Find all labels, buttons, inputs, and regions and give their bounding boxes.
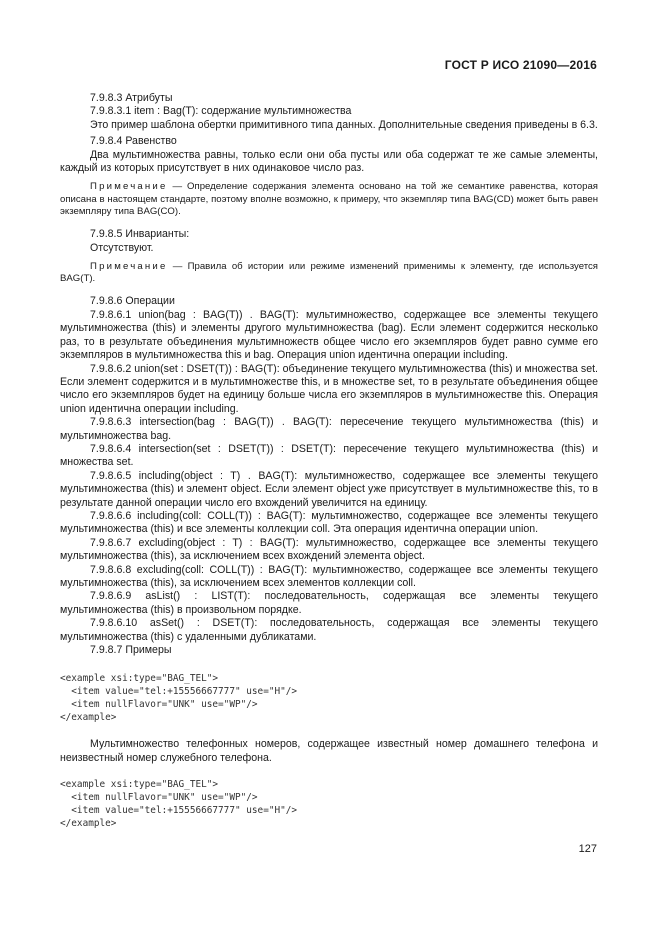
note-label: Примечание — [90, 261, 168, 273]
paragraph: 7.9.8.6.10 asSet() : DSET(T): последовательность, содержащая все элементы текущего мультимножества (this) с удаленными дубликатами. — [60, 617, 598, 643]
document-header: ГОСТ Р ИСО 21090—2016 — [444, 58, 597, 72]
paragraph: Это пример шаблона обертки примитивного типа данных. Дополнительные сведения приведены в 6.3. — [90, 118, 598, 131]
note — [60, 261, 598, 286]
section-heading: 7.9.8.6 Операции — [90, 295, 175, 308]
paragraph: Два мультимножества равны, только если они оба пусты или оба содержат те же самые элементы, каждый из которых присутствует в них одинаковое число раз. — [60, 148, 598, 175]
paragraph: 7.9.8.6.6 including(coll: COLL(T)) : BAG(T): мультимножество, содержащее все элементы текущего мультимножества (this) и все элементы коллекции coll. Эта операция идентична операции union. — [60, 509, 598, 536]
code-example-2: <example xsi:type="BAG_TEL"> <item nullFlavor="UNK" use="WP"/> <item value="tel:+15556667777" use="H"/> </example> — [60, 779, 298, 830]
paragraph: 7.9.8.6.1 union(bag : BAG(T)) . BAG(T): мультимножество, содержащее все элементы текущего мультимножества (this) и элементы другого мультимножества (bag). Если элемент содержится несколько раз, то в результате объединения мультимножеств общее число его экземпляров будет равно сумме его экземпляров в мультимножества this и bag. Операция union идентична операции including. — [60, 308, 598, 362]
code-example-1: <example xsi:type="BAG_TEL"> <item value="tel:+15556667777" use="H"/> <item nullFlavor="UNK" use="WP"/> </example> — [60, 673, 298, 724]
note-text: — Правила об истории или режиме изменений применимы к элементу, где используется BAG(T). — [60, 261, 598, 285]
paragraph: Отсутствуют. — [90, 241, 154, 254]
paragraph: 7.9.8.6.9 asList() : LIST(T): последовательность, содержащая все элементы текущего мультимножества (this) в произвольном порядке. — [60, 590, 598, 616]
paragraph: 7.9.8.6.5 including(object : T) . BAG(T): мультимножество, содержащее все элементы текущего мультимножества (this) и элемент object. Если элемент object уже присутствует в мультимножестве this, то в результате данной операции число его вхождений увеличится на единицу. — [60, 469, 598, 509]
paragraph: 7.9.8.6.4 intersection(set : DSET(T)) : DSET(T): пересечение текущего мультимножества (this) и множества set. — [60, 442, 598, 469]
paragraph: 7.9.8.6.8 excluding(coll: COLL(T)) : BAG(T): мультимножество, содержащее все элементы текущего мультимножества (this), за исключением всех элементов коллекции coll. — [60, 563, 598, 589]
note-text: — Определение содержания элемента основано на той же семантике равенства, которая описана в настоящем стандарте, поэтому вполне возможно, к примеру, что экземпляр типа BAG(CD) может быть равен экземпляру типа BAG(CO). — [60, 181, 598, 218]
paragraph: 7.9.8.6.2 union(set : DSET(T)) : BAG(T): объединение текущего мультимножества (this) и множества set. Если элемент содержится и в мультимножестве this, и в множестве set, то в результате объединения общее число его экземпляров будет на единицу больше числа его экземпляров в мультимножестве this. Операция union идентична операции including. — [60, 362, 598, 415]
section-heading: 7.9.8.4 Равенство — [90, 135, 177, 148]
note — [60, 181, 598, 218]
paragraph: 7.9.8.3.1 item : Bag(T): содержание мультимножества — [90, 105, 352, 118]
section-heading: 7.9.8.5 Инварианты: — [90, 228, 190, 241]
section-heading: 7.9.8.3 Атрибуты — [90, 92, 173, 104]
paragraph: 7.9.8.6.7 excluding(object : T) : BAG(T): мультимножество, содержащее все элементы текущего мультимножества (this), за исключением всех вхождений элемента object. — [60, 536, 598, 563]
paragraph: 7.9.8.6.3 intersection(bag : BAG(T)) . BAG(T): пересечение текущего мультимножества (this) и мультимножества bag. — [60, 416, 598, 442]
paragraph: Мультимножество телефонных номеров, содержащее известный номер домашнего телефона и неизвестный номер служебного телефона. — [60, 738, 598, 764]
page-body — [60, 92, 598, 830]
note-label: Примечание — [90, 181, 168, 193]
section-heading: 7.9.8.7 Примеры — [90, 644, 172, 657]
page-number: 127 — [578, 843, 597, 855]
